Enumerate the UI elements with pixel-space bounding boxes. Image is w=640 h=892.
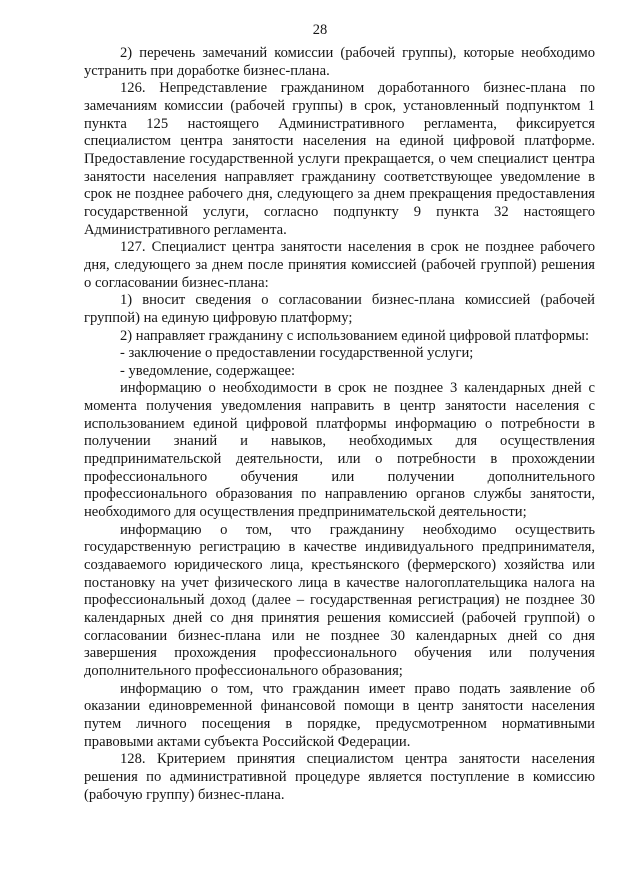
paragraph-notification-info-2: информацию о том, что гражданину необходимо осуществить государственную регистрацию в качестве индивидуального предпринимателя, создаваемого юридического лица, крестьянского (фермерского) хозяйства или постановку на учет физического лица в качестве налогоплательщика налога на профессиональный доход (далее – государственная регистрация) не позднее 30 календарных дней со дня принятия решения комиссией (рабочей группой) о согласовании бизнес-плана или не позднее 30 календарных дней со дня завершения прохождения профессионального обучения или получения дополнительного профессионального образования; (84, 521, 595, 679)
paragraph-126: 126. Непредставление гражданином доработанного бизнес-плана по замечаниям комиссии (рабочей группы) в срок, установленный подпунктом 1 пункта 125 настоящего Административного регламента, фиксируется специалистом центра занятости населения на единой цифровой платформе. Предоставление государственной услуги прекращается, о чем специалист центра занятости населения направляет гражданину соответствующее уведомление в срок не позднее рабочего дня, следующего за днем прекращения предоставления государственной услуги, согласно подпункту 9 пункта 32 настоящего Административного регламента. (84, 80, 595, 238)
paragraph-128: 128. Критерием принятия специалистом центра занятости населения решения по административной процедуре является поступление в комиссию (рабочую группу) бизнес-плана. (84, 751, 595, 803)
paragraph-notification-info-3: информацию о том, что гражданин имеет право подать заявление об оказании единовременной финансовой помощи в центр занятости населения путем личного посещения в порядке, предусмотренном нормативными правовыми актами субъекта Российской Федерации. (84, 680, 595, 750)
paragraph-127: 127. Специалист центра занятости населения в срок не позднее рабочего дня, следующего за днем после принятия комиссией (рабочей группой) решения о согласовании бизнес-плана: (84, 239, 595, 291)
paragraph-127-item-2: 2) направляет гражданину с использованием единой цифровой платформы: (120, 327, 589, 344)
document-body (84, 45, 595, 804)
paragraph-notification-info-1: информацию о необходимости в срок не позднее 3 календарных дней с момента получения уведомления направить в центр занятости населения с использованием единой цифровой платформы информацию о потребности в получении знаний и навыков, необходимых для осуществления предпринимательской деятельности, или о потребности в прохождении профессионального обучения или получении дополнительного профессионального образования по направлению органов службы занятости, необходимого для осуществления предпринимательской деятельности; (84, 380, 595, 521)
paragraph-item-2-list: 2) перечень замечаний комиссии (рабочей группы), которые необходимо устранить при доработке бизнес-плана. (84, 45, 595, 79)
paragraph-bullet-conclusion: - заключение о предоставлении государственной услуги; (120, 345, 474, 362)
page-number: 28 (312, 22, 328, 38)
paragraph-127-item-1: 1) вносит сведения о согласовании бизнес-плана комиссией (рабочей группой) на единую цифровую платформу; (84, 292, 595, 326)
paragraph-bullet-notification: - уведомление, содержащее: (120, 362, 296, 379)
